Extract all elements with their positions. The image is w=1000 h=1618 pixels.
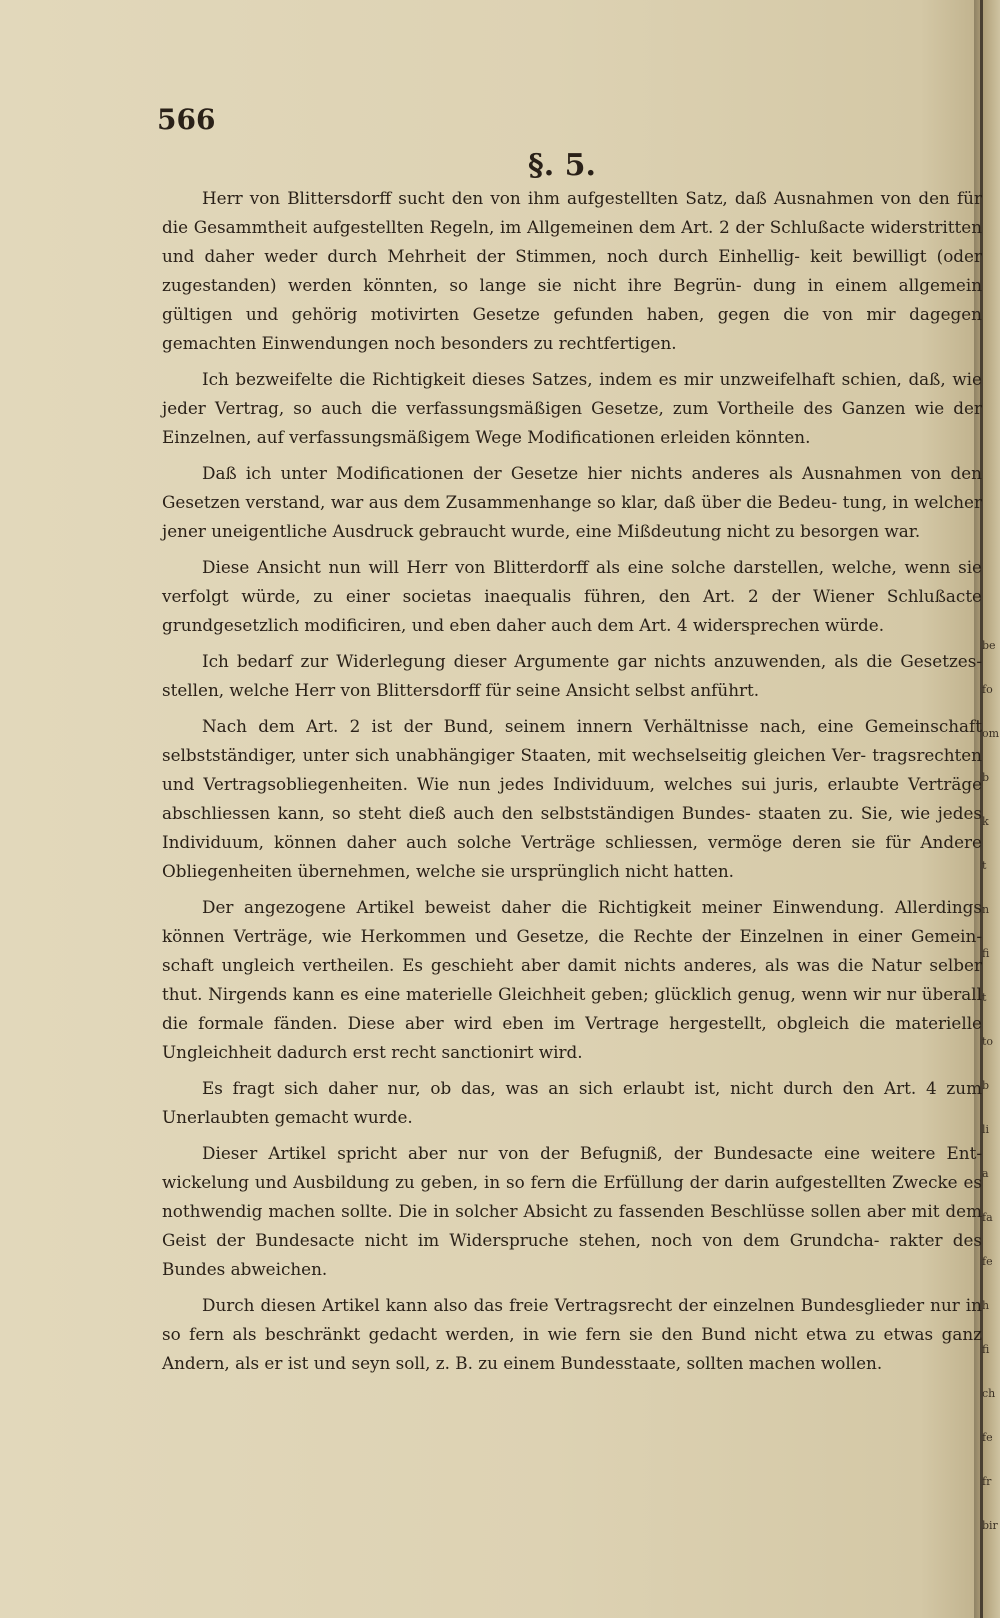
margin-fragment: ch	[982, 1387, 996, 1400]
margin-fragment: b	[982, 771, 990, 784]
margin-fragment: to	[982, 1035, 994, 1048]
paragraph: Durch diesen Artikel kann also das freie Vertragsrecht der einzelnen Bundesglieder nur in so fern als beschränkt gedacht werden, in wie fern sie den Bund nicht etwa zu etwas ganz Andern, als er ist und seyn soll, z. B. zu einem Bundesstaate, sollten machen wollen.	[162, 1295, 982, 1373]
paragraph: Ich bedarf zur Widerlegung dieser Argumente gar nichts anzuwenden, als die Gesetzes- stellen, welche Herr von Blittersdorff für seine Ansicht selbst anführt.	[162, 651, 982, 700]
paragraph: Herr von Blittersdorff sucht den von ihm aufgestellten Satz, daß Ausnahmen von den für die Gesammtheit aufgestellten Regeln, im Allgemeinen dem Art. 2 der Schlußacte widerstritten und daher weder durch Mehrheit der Stimmen, noch durch Einhellig- keit bewilligt (oder zugestanden) werden könnten, so lange sie nicht ihre Begrün- dung in einem allgemein gültigen und gehörig motivirten Gesetze gefunden haben, gegen die von mir dagegen gemachten Einwendungen noch besonders zu rechtfertigen.	[162, 188, 982, 353]
margin-fragment: fo	[982, 683, 993, 696]
paragraph: Daß ich unter Modificationen der Gesetze hier nichts anderes als Ausnahmen von den Gesetzen verstand, war aus dem Zusammenhange so klar, daß über die Bedeu- tung, in welcher jener uneigentliche Ausdruck gebraucht wurde, eine Mißdeutung nicht zu besorgen war.	[162, 463, 982, 541]
paragraph: Der angezogene Artikel beweist daher die Richtigkeit meiner Einwendung. Allerdings können Verträge, wie Herkommen und Gesetze, die Rechte der Einzelnen in einer Gemein- schaft ungleich vertheilen. Es geschieht aber damit nichts anderes, als was die Natur selber thut. Nirgends kann es eine materielle Gleichheit geben; glücklich genug, wenn wir nur überall die formale fänden. Diese aber wird eben im Vertrage hergestellt, obgleich die materielle Ungleichheit dadurch erst recht sanctionirt wird.	[162, 897, 982, 1062]
margin-fragment: n	[982, 903, 990, 916]
paragraph: Ich bezweifelte die Richtigkeit dieses Satzes, indem es mir unzweifelhaft schien, daß, wie jeder Vertrag, so auch die verfassungsmäßigen Gesetze, zum Vortheile des Ganzen wie der Einzelnen, auf verfassungsmäßigem Wege Modificationen erleiden könnten.	[162, 369, 982, 447]
paragraph: Diese Ansicht nun will Herr von Blitterdorff als eine solche darstellen, welche, wenn sie verfolgt würde, zu einer societas inaequalis führen, den Art. 2 der Wiener Schlußacte grundgesetzlich modificiren, und eben daher auch dem Art. 4 widersprechen würde.	[162, 557, 982, 635]
margin-fragment: bir	[982, 1519, 998, 1532]
margin-fragment: li	[982, 1123, 990, 1136]
margin-fragment: fe	[982, 1431, 993, 1444]
page-number: 566	[157, 103, 216, 136]
margin-fragment: b	[982, 1079, 990, 1092]
margin-fragment: fi	[982, 1343, 990, 1356]
body-text	[162, 184, 982, 1385]
paragraph: Dieser Artikel spricht aber nur von der Befugniß, der Bundesacte eine weitere Ent- wickelung und Ausbildung zu geben, in so fern die Erfüllung der darin aufgestellten Zwecke es nothwendig machen sollte. Die in solcher Absicht zu fassenden Beschlüsse sollen aber mit dem Geist der Bundesacte nicht im Widerspruche stehen, noch von dem Grundcha- rakter des Bundes abweichen.	[162, 1143, 982, 1279]
margin-fragment: fr	[982, 1475, 992, 1488]
margin-fragment: h	[982, 1299, 990, 1312]
margin-fragment: fa	[982, 1211, 993, 1224]
margin-fragment: fi	[982, 947, 990, 960]
paragraph: Nach dem Art. 2 ist der Bund, seinem innern Verhältnisse nach, eine Gemeinschaft selbstständiger, unter sich unabhängiger Staaten, mit wechselseitig gleichen Ver- tragsrechten und Vertragsobliegenheiten. Wie nun jedes Individuum, welches sui juris, erlaubte Verträge abschliessen kann, so steht dieß auch den selbstständigen Bundes- staaten zu. Sie, wie jedes Individuum, können daher auch solche Verträge schliessen, vermöge deren sie für Andere Obliegenheiten übernehmen, welche sie ursprünglich nicht hatten.	[162, 716, 982, 881]
margin-fragment: fe	[982, 1255, 993, 1268]
margin-fragment: t	[982, 859, 987, 872]
margin-fragment: be	[982, 639, 996, 652]
margin-fragment: k	[982, 815, 989, 828]
margin-fragment: t	[982, 991, 987, 1004]
section-heading: §. 5.	[528, 148, 596, 183]
paragraph: Es fragt sich daher nur, ob das, was an sich erlaubt ist, nicht durch den Art. 4 zum Unerlaubten gemacht wurde.	[162, 1078, 982, 1127]
margin-fragment: om	[982, 727, 1000, 740]
margin-fragment: a	[982, 1167, 989, 1180]
